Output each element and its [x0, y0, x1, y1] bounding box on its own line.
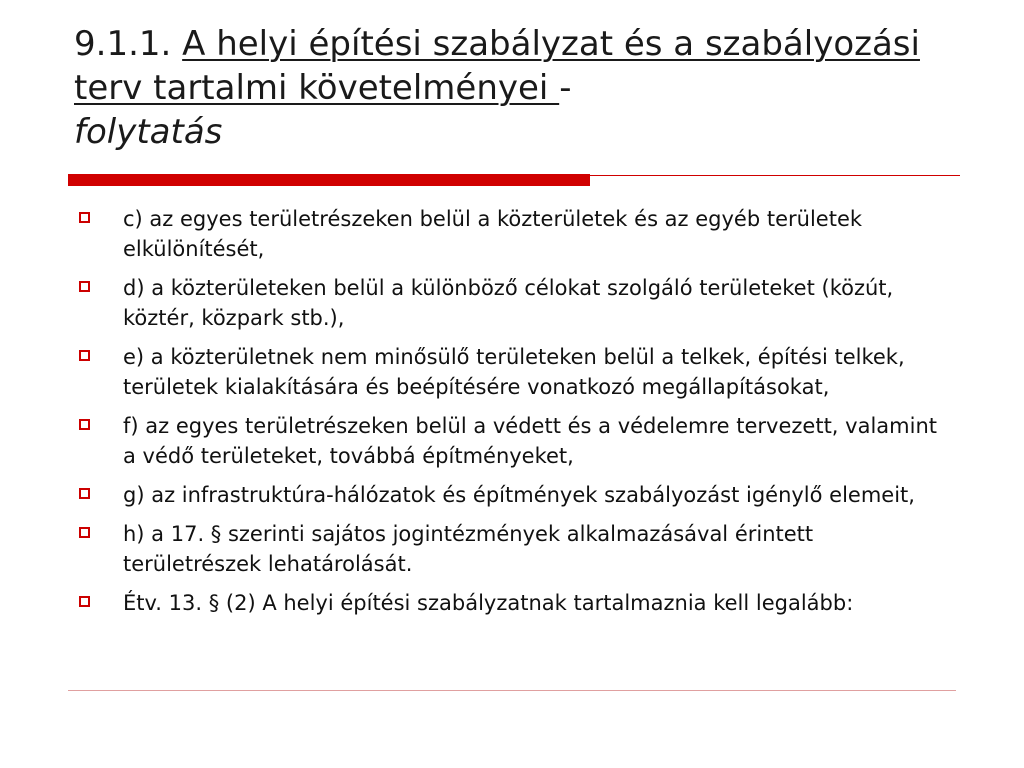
slide-title: [74, 22, 974, 154]
list-item-text: c) az egyes területrészeken belül a közterületek és az egyéb területek elkülönítését,: [123, 207, 863, 261]
list-item: [76, 273, 956, 333]
list-item: [76, 588, 956, 618]
list-item-text: Étv. 13. § (2) A helyi építési szabályzatnak tartalmaznia kell legalább:: [123, 591, 854, 615]
title-accent-line: [590, 175, 960, 176]
bullet-list: [76, 204, 956, 627]
square-bullet-icon: [79, 212, 90, 223]
square-bullet-icon: [79, 596, 90, 607]
square-bullet-icon: [79, 350, 90, 361]
list-item-text: d) a közterületeken belül a különböző célokat szolgáló területeket (közút, köztér, közpark stb.),: [123, 276, 894, 330]
square-bullet-icon: [79, 419, 90, 430]
list-item: [76, 519, 956, 579]
list-item: [76, 342, 956, 402]
title-dash: -: [559, 68, 572, 108]
square-bullet-icon: [79, 527, 90, 538]
list-item: [76, 204, 956, 264]
title-italic-text: folytatás: [74, 112, 223, 152]
title-underlined-text: A helyi építési szabályzat és a szabályozási terv tartalmi követelményei: [74, 24, 920, 108]
list-item-text: f) az egyes területrészeken belül a védett és a védelemre tervezett, valamint a védő területeket, továbbá építményeket,: [123, 414, 937, 468]
list-item-text: e) a közterületnek nem minősülő területeken belül a telkek, építési telkek, területek kialakítására és beépítésére vonatkozó megállapításokat,: [123, 345, 905, 399]
title-number: 9.1.1.: [74, 24, 183, 64]
list-item-text: h) a 17. § szerinti sajátos jogintézmények alkalmazásával érintett területrészek lehatárolását.: [123, 522, 814, 576]
list-item: [76, 480, 956, 510]
title-accent-bar: [68, 174, 590, 186]
square-bullet-icon: [79, 488, 90, 499]
list-item: [76, 411, 956, 471]
square-bullet-icon: [79, 281, 90, 292]
list-item-text: g) az infrastruktúra-hálózatok és építmények szabályozást igénylő elemeit,: [123, 483, 915, 507]
bottom-divider: [68, 690, 956, 691]
